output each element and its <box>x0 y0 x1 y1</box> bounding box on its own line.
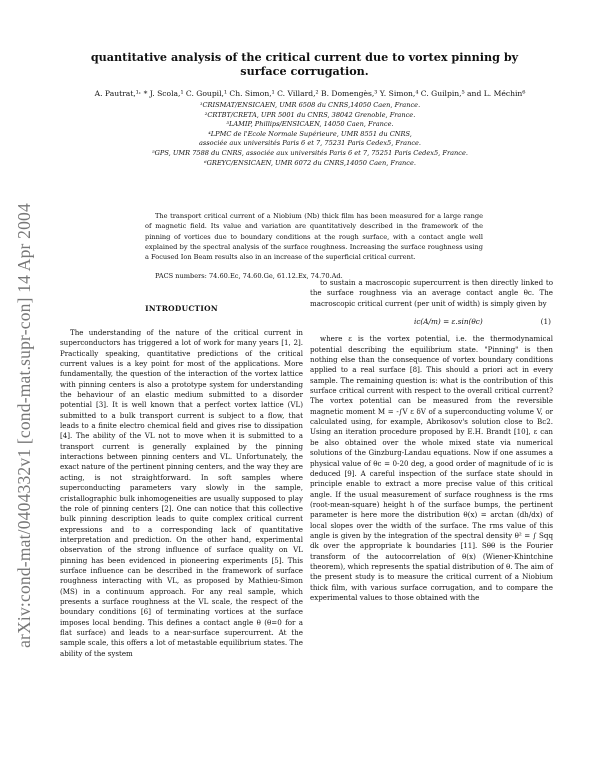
affiliations <box>60 101 560 168</box>
pacs-numbers: PACS numbers: 74.60.Ec, 74.60.Ge, 61.12.Ex, 74.70.Ad. <box>155 272 343 280</box>
left-column <box>60 328 303 659</box>
affiliation-line: ²CRTBT/CRETA, UPR 5001 du CNRS, 38042 Grenoble, France. <box>204 110 416 119</box>
affiliation-line: associée aux universités Paris 6 et 7, 75231 Paris Cedex5, France. <box>198 139 422 148</box>
abstract: The transport critical current of a Niobium (Nb) thick film has been measured for a large range of magnetic field. Its value and variation are quantitatively described in the framework of the pinning of vortices due to boundary conditions at the rough surface, with a contact angle well explained by the spectral analysis of the surface roughness. Increasing the surface roughness using a Focused Ion Beam results also in an increase of the superficial critical current. <box>145 212 483 262</box>
author-list: A. Pautrat,¹˒ * J. Scola,¹ C. Goupil,¹ Ch. Simon,¹ C. Villard,² B. Domengès,³ Y. Simon,⁴ C. Guilpin,⁵ and L. Méchin⁶ <box>94 89 526 98</box>
affiliation-line: ⁶GREYC/ENSICAEN, UMR 6072 du CNRS,14050 Caen, France. <box>203 158 416 167</box>
body-paragraph: where ε is the vortex potential, i.e. the thermodynamical potential describing the equilibrium state. "Pinning" is then nothing else than the consequence of vortex boundary conditions applied to a real surface [8]. This should a priori act in every sample. The remaining question is: what is the contribution of this surface critical current with respect to the overall critical current? The vortex potential can be measured from the reversible magnetic moment M = -∫V ε δV of a superconducting volume V, or calculated using, for example, Abrikosov's solution close to Bc2. Using an iteration procedure proposed by E.H. Brandt [10], ε can be also obtained over the whole mixed state via numerical solutions of the Ginzburg-Landau equations. Now if one assumes a physical value of θc = 0-20 deg, a good order of magnitude of ic is deduced [9]. A careful inspection of the surface state should in principle enable to extract a more precise value of this critical angle. If the usual measurement of surface roughness is the rms (root-mean-square) height h of the surface bumps, the pertinent parameter is here more the distribution θ(x) = arctan (dh/dx) of local slopes over the width of the surface. The rms value of this angle is given by the integration of the spectral density θ² = ∫ Sqq dk over the appropriate k boundaries [11]. Sθθ is the Fourier transform of the autocorrelation of θ(x) (Wiener-Khintchine theorem), which represents the spatial distribution of θ. The aim of the present study is to measure the critical current of a Niobium thick film, with various surface corrugation, and to compare the experimental values to those obtained with the <box>310 334 553 602</box>
arxiv-identifier <box>6 150 42 700</box>
section-heading: INTRODUCTION <box>145 304 218 313</box>
arxiv-identifier-text: arXiv:cond-mat/0404332v1 [cond-mat.supr-con] 14 Apr 2004 <box>13 202 34 648</box>
affiliation-line: ³LAMIP, Phillips/ENSICAEN, 14050 Caen, France. <box>226 120 394 129</box>
right-column <box>310 278 553 603</box>
affiliation-line: ⁵GPS, UMR 7588 du CNRS, associée aux universités Paris 6 et 7, 75251 Paris Cedex5, France. <box>152 148 468 157</box>
body-paragraph: The understanding of the nature of the critical current in superconductors has triggered a lot of work for many years [1, 2]. Practically speaking, quantitative predictions of the critical current values is a key point for most of the applications. More fundamentally, the question of the interaction of the vortex lattice with pinning centers is also a prototype system for understanding the behaviour of an elastic medium submitted to a disorder potential [3]. It is well known that a perfect vortex lattice (VL) submitted to a bulk transport current is subject to a flow, that leads to a finite electro chemical field and gives rise to dissipation [4]. The ability of the VL not to move when it is submitted to a transport current is generally explained by the pinning interactions between pinning centers and VL. Unfortunately, the exact nature of the pertinent pinning centers, and the way they are acting, is not straightforward. In soft samples where superconducting parameters vary slowly in the sample, cristallographic bulk inhomogeneities are usually supposed to play the role of pinning centers [2]. One can notice that this collective bulk pinning description leads to quite complex critical current expressions and to a corresponding lack of quantitative interpretation and prediction. On the other hand, experimental observation of the strong influence of surface quality on VL pinning has been evidenced in pioneering experiments [5]. This surface influence can be described in the framework of surface roughness interacting with VL, as proposed by Mathieu-Simon (MS) in a continuum approach. For any real sample, which presents a surface roughness at the VL scale, the respect of the boundary conditions [6] of terminating vortices at the surface imposes local bending. This defines a contact angle θ (θ=0 for a flat surface) and leads to a near-surface supercurrent. At the sample scale, this offers a lot of metastable equilibrium states. The ability of the system <box>60 328 303 658</box>
equation-block <box>310 317 553 327</box>
equation: ic(A/m) = ε.sin(θc) <box>414 317 483 327</box>
equation-number: (1) <box>540 317 551 327</box>
body-paragraph: to sustain a macroscopic supercurrent is then directly linked to the surface roughness via an average contact angle θc. The macroscopic critical current (per unit of width) is simply given by <box>310 278 553 308</box>
affiliation-line: ¹CRISMAT/ENSICAEN, UMR 6508 du CNRS,14050 Caen, France. <box>199 101 421 109</box>
paper-title: quantitative analysis of the critical current due to vortex pinning by surface corrugation. <box>90 50 519 78</box>
affiliation-line: ⁴LPMC de l'Ecole Normale Supérieure, UMR 8551 du CNRS, <box>208 129 412 138</box>
